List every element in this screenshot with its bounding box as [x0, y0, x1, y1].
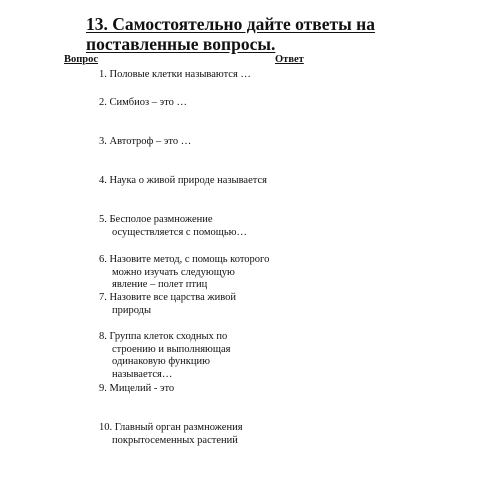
column-header-answer: Ответ — [275, 54, 304, 65]
question-text: 7. Назовите все царства живой — [99, 292, 237, 303]
question-item-9 — [99, 383, 174, 396]
question-text-continued: осуществляется с помощью… — [112, 226, 247, 238]
task-title: 13. Самостоятельно дайте ответы на поставленные вопросы. — [86, 14, 375, 54]
question-text: 6. Назовите метод, с помощь которого — [99, 254, 270, 265]
question-item-8 — [99, 331, 230, 381]
question-item-5 — [99, 214, 247, 239]
question-item-6 — [99, 254, 269, 292]
question-text-continued: одинаковую функцию — [112, 356, 210, 368]
question-item-3 — [99, 136, 191, 149]
question-item-4 — [99, 175, 267, 188]
question-text-continued: покрытосеменных растений — [112, 434, 238, 446]
question-text: 1. Половые клетки называются … — [99, 69, 251, 80]
question-text: 3. Автотроф – это … — [99, 136, 192, 147]
question-text: 2. Симбиоз – это … — [99, 97, 187, 108]
question-item-1 — [99, 69, 251, 82]
column-header-question: Вопрос — [64, 54, 99, 65]
question-text: 4. Наука о живой природе называется — [99, 175, 267, 186]
question-text-continued: называется… — [112, 368, 173, 380]
question-item-7 — [99, 292, 236, 317]
question-item-10 — [99, 422, 243, 447]
question-text-continued: можно изучать следующую — [112, 266, 235, 278]
question-text: 5. Бесполое размножение — [99, 214, 213, 225]
question-item-2 — [99, 97, 187, 110]
question-text-continued: строению и выполняющая — [112, 343, 231, 355]
question-text: 8. Группа клеток сходных по — [99, 331, 228, 342]
question-text: 10. Главный орган размножения — [99, 422, 243, 433]
question-text-continued: природы — [112, 304, 152, 316]
question-text: 9. Мицелий - это — [99, 383, 175, 394]
question-text-continued: явление – полет птиц — [112, 279, 208, 291]
